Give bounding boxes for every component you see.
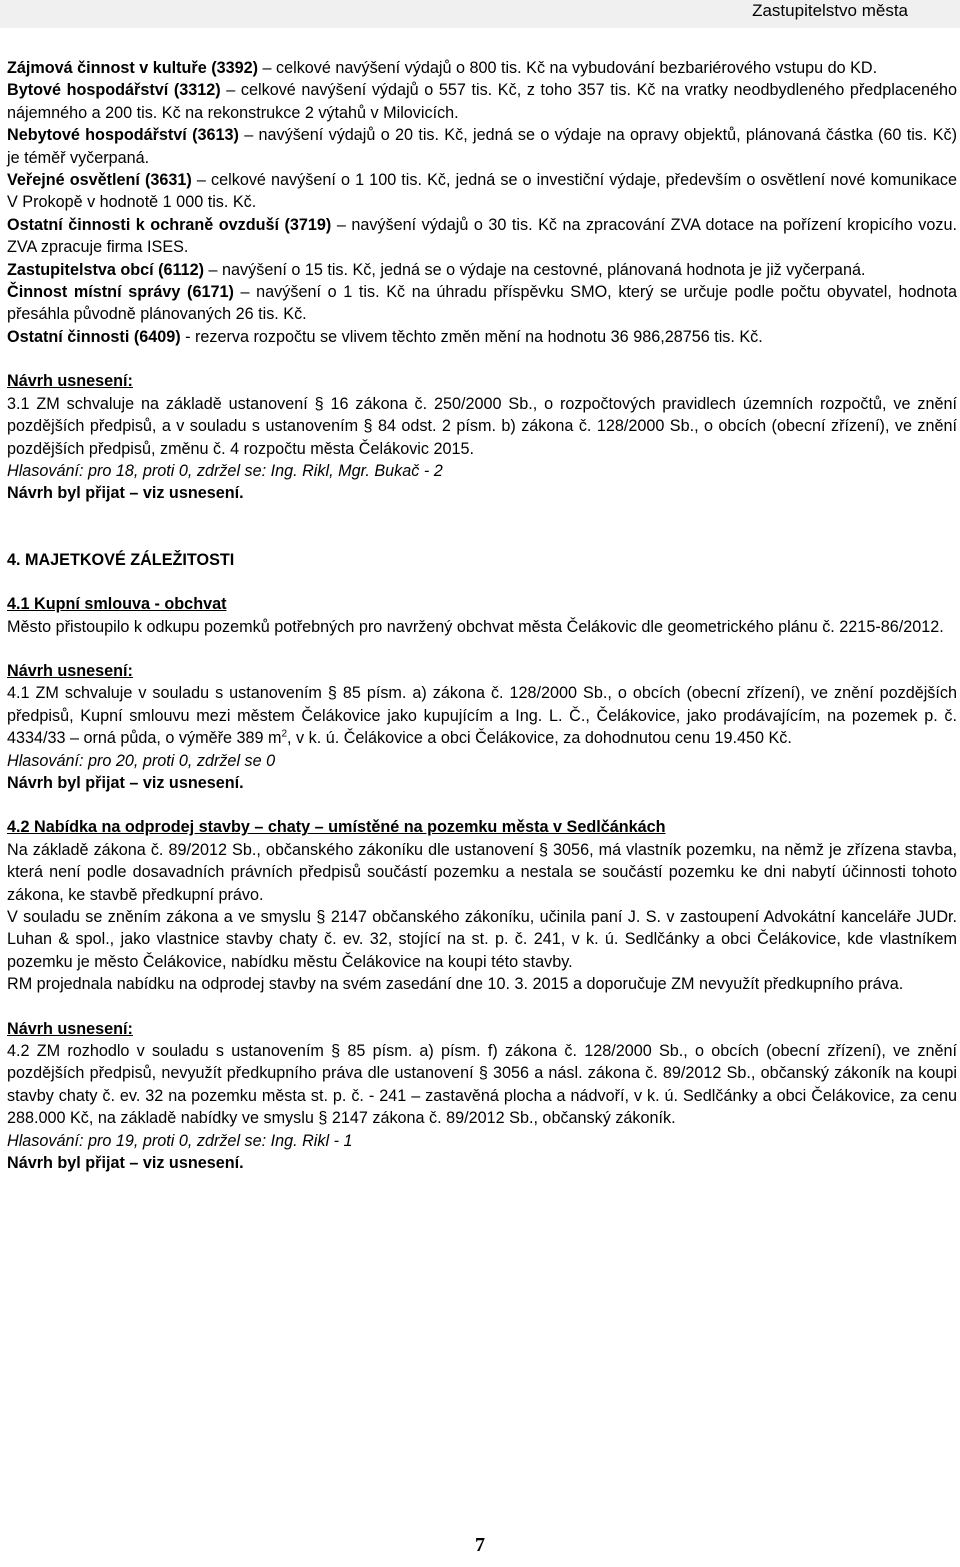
resolution-4-1 — [7, 682, 957, 749]
budget-item-text: – navýšení výdajů o 20 tis. Kč, jedná se o výdaje na opravy objektů, plánovaná částka (60 tis. Kč) je téměř vyčerpaná. — [7, 126, 957, 167]
section-4-2-para: Na základě zákona č. 89/2012 Sb., občanského zákoníku dle ustanovení § 3056, má vlastník pozemku, na němž je zřízena stavba, která není podle dosavadních právních předpisů součástí pozemku a nestala se součástí pozemku ke dni nabytí účinnosti tohoto zákona, ke stavbě předkupní právo. — [7, 840, 957, 904]
budget-item-text: – navýšení o 15 tis. Kč, jedná se o výdaje na cestovné, plánovaná hodnota je již vyčerpaná. — [204, 260, 866, 279]
spacer — [7, 996, 957, 1018]
budget-items — [7, 57, 957, 348]
budget-item-lead: Ostatní činnosti k ochraně ovzduší (3719) — [7, 215, 332, 234]
proposal-label: Návrh usnesení: — [7, 661, 133, 680]
area-unit-superscript: 2 — [281, 728, 288, 740]
proposal-label: Návrh usnesení: — [7, 1019, 133, 1038]
spacer — [7, 571, 957, 593]
resolution-4-1-text: 4.1 ZM schvaluje v souladu s ustanovením § 85 písm. a) zákona č. 128/2000 Sb., o obcích (obecní zřízení), ve znění pozdějších předpisů, Kupní smlouvu mezi městem Čelákovice jako kupujícím a Ing. L. Č., Čelákovice, jako prodávajícím, na pozemek p. č. 4334/33 – orná půda, o výměře 389 m — [7, 684, 957, 748]
page-header — [0, 0, 960, 28]
section-4-heading: 4. MAJETKOVÉ ZÁLEŽITOSTI — [7, 550, 235, 569]
vote-3-1: Hlasování: pro 18, proti 0, zdržel se: Ing. Rikl, Mgr. Bukač - 2 — [7, 461, 443, 480]
budget-item — [7, 124, 957, 169]
budget-item-lead: Veřejné osvětlení (3631) — [7, 171, 192, 190]
section-4-2-heading: 4.2 Nabídka na odprodej stavby – chaty – umístěné na pozemku města v Sedlčánkách — [7, 818, 666, 837]
budget-item-text: – navýšení výdajů o 30 tis. Kč na zpracování ZVA dotace na pořízení kropicího vozu. ZVA zpracuje firma ISES. — [7, 215, 957, 257]
header-title: Zastupitelstvo města — [752, 1, 908, 20]
page-number: 7 — [475, 1534, 485, 1556]
accepted-label: Návrh byl přijat – viz usnesení. — [7, 484, 244, 503]
accepted-label: Návrh byl přijat – viz usnesení. — [7, 773, 244, 792]
budget-item-text: – celkové navýšení výdajů o 800 tis. Kč na vybudování bezbariérového vstupu do KD. — [258, 59, 878, 77]
budget-item-text: – navýšení o 1 tis. Kč na úhradu příspěvku SMO, který se určuje podle počtu obyvatel, hodnota přesáhla původně plánovaných 26 tis. Kč. — [7, 283, 957, 324]
budget-item-lead: Zájmová činnost v kultuře (3392) — [7, 59, 258, 77]
budget-item — [7, 281, 957, 326]
section-4-1-body: Město přistoupilo k odkupu pozemků potřebných pro navržený obchvat města Čelákovic dle geometrického plánu č. 2215-86/2012. — [7, 617, 944, 636]
spacer — [7, 794, 957, 816]
proposal-label: Návrh usnesení: — [7, 372, 133, 391]
resolution-4-1-text-end: , v k. ú. Čelákovice a obci Čelákovice, za dohodnutou cenu 19.450 Kč. — [287, 729, 792, 748]
budget-item — [7, 79, 957, 124]
section-4-2-para: RM projednala nabídku na odprodej stavby na svém zasedání dne 10. 3. 2015 a doporučuje ZM nevyužít předkupního práva. — [7, 975, 904, 994]
budget-item-lead: Zastupitelstva obcí (6112) — [7, 260, 205, 279]
resolution-4-2: 4.2 ZM rozhodlo v souladu s ustanovením § 85 písm. a) písm. f) zákona č. 128/2000 Sb., o obcích (obecní zřízení), ve znění pozdějších předpisů, nevyužít předkupního práva dle ustanovení § 3056 a násl. zákona č. 89/2012 Sb., občanský zákoník na koupi stavby chaty č. ev. 32 na pozemku města st. p. č. - 241 – zastavěná plocha a nádvoří, v k. ú. Sedlčánky a obci Čelákovice, za cenu 288.000 Kč, na základě nabídky ve smyslu § 2147 zákona č. 89/2012 Sb., občanský zákoník. — [7, 1042, 957, 1128]
budget-item-lead: Nebytové hospodářství (3613) — [7, 126, 239, 145]
spacer — [7, 348, 957, 370]
resolution-3-1: 3.1 ZM schvaluje na základě ustanovení § 16 zákona č. 250/2000 Sb., o rozpočtových pravidlech územních rozpočtů, ve znění pozdějších předpisů, a v souladu s ustanovením § 84 odst. 2 písm. b) zákona č. 128/2000 Sb., o obcích (obecní zřízení), ve znění pozdějších předpisů, změnu č. 4 rozpočtu města Čelákovic 2015. — [7, 394, 957, 458]
spacer — [7, 505, 957, 549]
budget-item — [7, 169, 957, 214]
spacer — [7, 638, 957, 660]
budget-item — [7, 214, 957, 259]
budget-item — [7, 326, 957, 348]
section-4-2-para: V souladu se zněním zákona a ve smyslu § 2147 občanského zákoníku, učinila paní J. S. v zastoupení Advokátní kanceláře JUDr. Luhan & spol., jako vlastnice stavby chaty č. ev. 32, stojící na st. p. č. 241, v k. ú. Sedlčánky a obci Čelákovice, kde vlastníkem pozemku je město Čelákovice, nabídku městu Čelákovice na koupi této stavby. — [7, 908, 957, 971]
budget-item-lead: Ostatní činnosti (6409) — [7, 327, 181, 346]
budget-item-lead: Činnost místní správy (6171) — [7, 283, 234, 302]
budget-item-text: – celkové navýšení o 1 100 tis. Kč, jedná se o investiční výdaje, především o osvětlení nové komunikace V Prokopě v hodnotě 1 000 tis. Kč. — [7, 171, 957, 212]
vote-4-2: Hlasování: pro 19, proti 0, zdržel se: Ing. Rikl - 1 — [7, 1131, 353, 1150]
budget-item-lead: Bytové hospodářství (3312) — [7, 81, 221, 100]
budget-item-text: – celkové navýšení výdajů o 557 tis. Kč, z toho 357 tis. Kč na vratky neodbydleného předplaceného nájemného a 200 tis. Kč na rekonstrukce 2 výtahů v Milovicích. — [7, 81, 957, 122]
section-4-1-heading: 4.1 Kupní smlouva - obchvat — [7, 595, 227, 614]
vote-4-1: Hlasování: pro 20, proti 0, zdržel se 0 — [7, 751, 276, 770]
budget-item — [7, 259, 957, 281]
document-body — [7, 57, 957, 1174]
budget-item-text: - rezerva rozpočtu se vlivem těchto změn mění na hodnotu 36 986,28756 tis. Kč. — [180, 327, 763, 346]
budget-item — [7, 57, 957, 79]
accepted-label: Návrh byl přijat – viz usnesení. — [7, 1154, 244, 1173]
